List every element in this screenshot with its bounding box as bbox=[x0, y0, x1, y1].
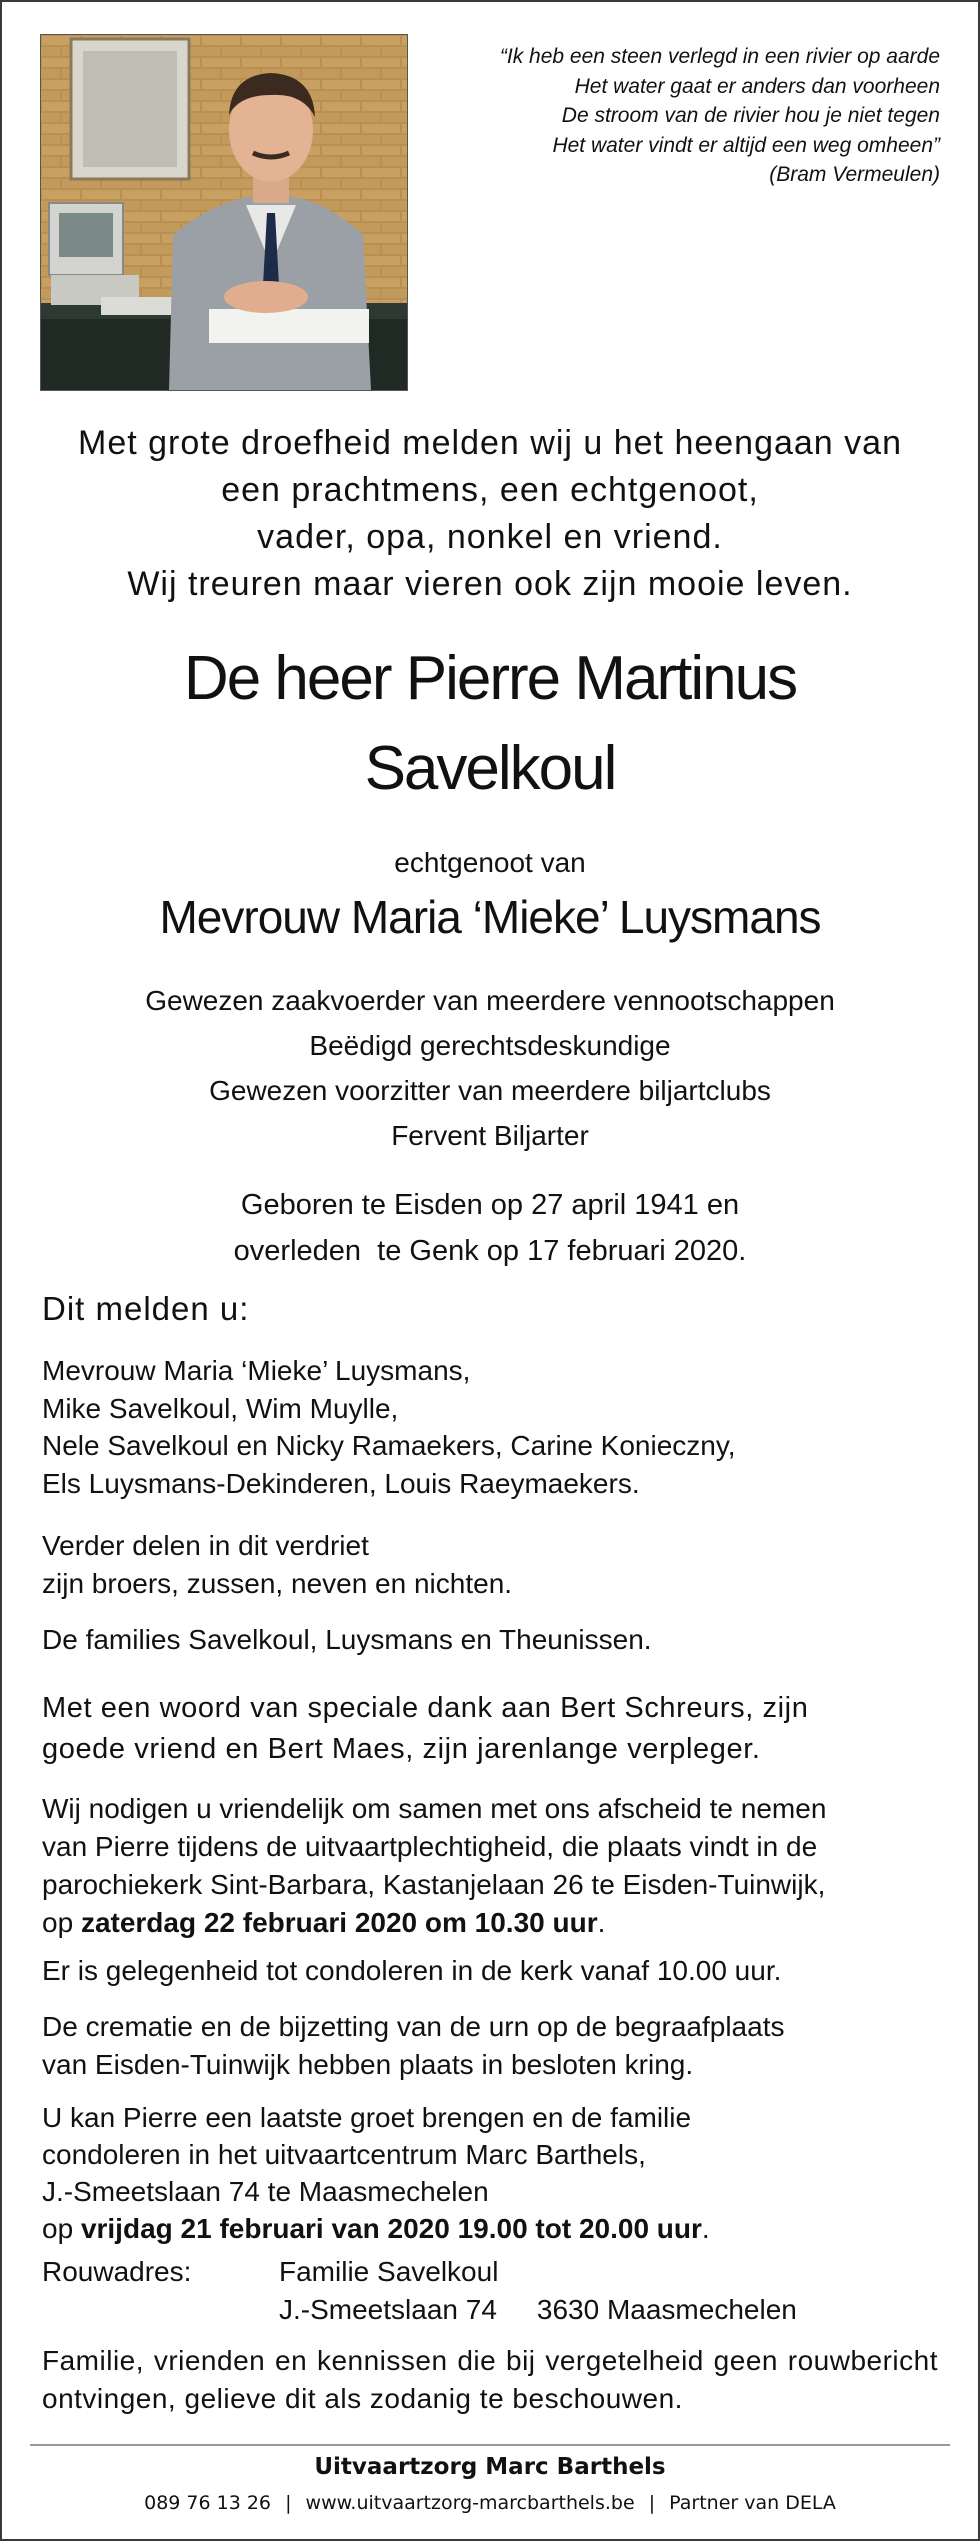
quote-line: Het water vindt er altijd een weg omheen” bbox=[552, 133, 940, 157]
visit-line: J.-Smeetslaan 74 te Maasmechelen bbox=[42, 2176, 489, 2207]
extended-family-line: Verder delen in dit verdriet bbox=[42, 1530, 369, 1561]
footer-partner: Partner van DELA bbox=[669, 2492, 836, 2514]
final-note: Familie, vrienden en kennissen die bij vergetelheid geen rouwbericht ontvingen, gelieve dit als zodanig te beschouwen. bbox=[42, 2345, 938, 2414]
footer-contact bbox=[2, 2492, 978, 2514]
address-street: J.-Smeetslaan 74 bbox=[279, 2294, 497, 2325]
birth-death-dates bbox=[2, 1182, 978, 1274]
spouse-label: echtgenoot van bbox=[394, 847, 586, 878]
role-item: Beëdigd gerechtsdeskundige bbox=[309, 1030, 671, 1061]
intro-line: vader, opa, nonkel en vriend. bbox=[257, 518, 723, 556]
ceremony-date: zaterdag 22 februari 2020 om 10.30 uur bbox=[80, 1907, 598, 1938]
ceremony-line: van Pierre tijdens de uitvaartplechtigheid, die plaats vindt in de bbox=[42, 1831, 818, 1862]
condolence-info: Er is gelegenheid tot condoleren in de kerk vanaf 10.00 uur. bbox=[42, 1955, 782, 1986]
footer-divider bbox=[30, 2444, 950, 2446]
visit-suffix: . bbox=[701, 2213, 710, 2244]
date-prefix: op bbox=[42, 1907, 81, 1938]
date-suffix: . bbox=[597, 1907, 606, 1938]
family-name-line: Els Luysmans-Dekinderen, Louis Raeymaekers. bbox=[42, 1467, 640, 1499]
visit-line: condoleren in het uitvaartcentrum Marc Barthels, bbox=[42, 2139, 646, 2170]
death-line: overleden te Genk op 17 februari 2020. bbox=[233, 1235, 747, 1267]
cremation-info bbox=[42, 2008, 938, 2084]
ceremony-line: parochiekerk Sint-Barbara, Kastanjelaan 26 te Eisden-Tuinwijk, bbox=[42, 1869, 826, 1900]
families-line: De families Savelkoul, Luysmans en Theunissen. bbox=[42, 1624, 652, 1655]
portrait-photo bbox=[40, 34, 408, 391]
role-item: Gewezen voorzitter van meerdere biljartclubs bbox=[209, 1075, 771, 1106]
intro-line: Met grote droefheid melden wij u het heengaan van bbox=[78, 424, 902, 462]
role-item: Gewezen zaakvoerder van meerdere vennootschappen bbox=[145, 985, 835, 1016]
cremation-line: van Eisden-Tuinwijk hebben plaats in besloten kring. bbox=[42, 2049, 694, 2080]
address-family: Familie Savelkoul bbox=[279, 2256, 499, 2287]
quote-line: De stroom van de rivier hou je niet tegen bbox=[561, 104, 940, 128]
role-item: Fervent Biljarter bbox=[391, 1120, 589, 1151]
footer-phone: 089 76 13 26 bbox=[144, 2492, 272, 2514]
family-names bbox=[42, 1352, 938, 1502]
thanks-text bbox=[42, 1688, 938, 1770]
name-line-1: De heer Pierre Martinus bbox=[183, 644, 797, 713]
quote-line: Het water gaat er anders dan voorheen bbox=[574, 74, 940, 98]
address-city: 3630 Maasmechelen bbox=[536, 2294, 797, 2325]
address-street-line bbox=[279, 2291, 797, 2329]
name-line-2: Savelkoul bbox=[364, 734, 616, 803]
quote-line: “Ik heb een steen verlegd in een rivier op aarde bbox=[499, 45, 940, 68]
visit-line: U kan Pierre een laatste groet brengen en de familie bbox=[42, 2102, 692, 2133]
announcement-heading: Dit melden u: bbox=[42, 1290, 250, 1327]
funeral-company-name: Uitvaartzorg Marc Barthels bbox=[314, 2454, 666, 2480]
spouse-name: Mevrouw Maria ‘Mieke’ Luysmans bbox=[159, 891, 821, 943]
footer-separator: | bbox=[648, 2492, 656, 2514]
roles-list bbox=[2, 978, 978, 1158]
ceremony-line: Wij nodigen u vriendelijk om samen met ons afscheid te nemen bbox=[42, 1793, 827, 1824]
ceremony-invitation bbox=[42, 1790, 938, 1942]
family-name-line: Mike Savelkoul, Wim Muylle, bbox=[42, 1392, 399, 1424]
thanks-line: Met een woord van speciale dank aan Bert Schreurs, zijn bbox=[42, 1692, 809, 1724]
address-label: Rouwadres: bbox=[42, 2256, 192, 2287]
thanks-line: goede vriend en Bert Maes, zijn jarenlange verpleger. bbox=[42, 1733, 761, 1765]
intro-line: een prachtmens, een echtgenoot, bbox=[221, 471, 759, 509]
family-name-line: Mevrouw Maria ‘Mieke’ Luysmans, bbox=[42, 1355, 471, 1386]
intro-text bbox=[2, 420, 978, 608]
intro-line: Wij treuren maar vieren ook zijn mooie leven. bbox=[127, 565, 853, 603]
birth-line: Geboren te Eisden op 27 april 1941 en bbox=[240, 1189, 740, 1221]
visit-prefix: op bbox=[42, 2213, 81, 2244]
visit-date: vrijdag 21 februari van 2020 19.00 tot 20.00 uur bbox=[80, 2213, 702, 2244]
visit-date-line bbox=[42, 2210, 938, 2247]
extended-family-line: zijn broers, zussen, neven en nichten. bbox=[42, 1568, 513, 1599]
visitation-info bbox=[42, 2099, 938, 2247]
footer-separator: | bbox=[285, 2492, 292, 2514]
footer-website-link[interactable]: www.uitvaartzorg-marcbarthels.be bbox=[305, 2492, 635, 2514]
epitaph-quote bbox=[420, 42, 940, 190]
quote-author: (Bram Vermeulen) bbox=[769, 163, 940, 187]
cremation-line: De crematie en de bijzetting van de urn op de begraafplaats bbox=[42, 2011, 785, 2042]
ceremony-date-line bbox=[42, 1904, 938, 1942]
deceased-name bbox=[2, 634, 978, 814]
family-name-line: Nele Savelkoul en Nicky Ramaekers, Carine Konieczny, bbox=[42, 1430, 736, 1461]
extended-family bbox=[42, 1527, 938, 1603]
